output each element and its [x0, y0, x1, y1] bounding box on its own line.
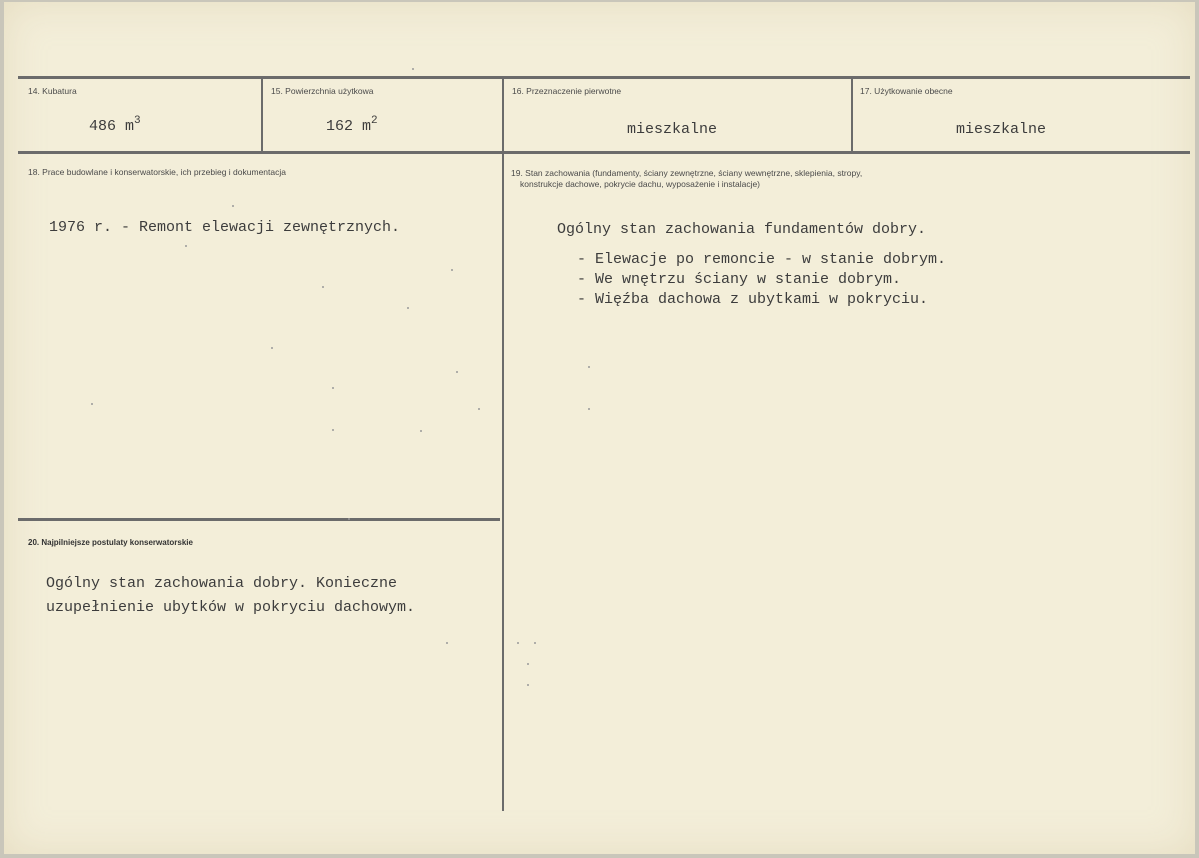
- paper-speck: [91, 403, 93, 405]
- field-16-label: 16. Przeznaczenie pierwotne: [512, 86, 622, 96]
- divider-14-15: [261, 78, 263, 152]
- left-section-rule: [18, 518, 500, 521]
- paper-speck: [517, 642, 519, 644]
- paper-speck: [456, 371, 458, 373]
- field-14-value: 486 $m^3$: [89, 115, 141, 135]
- paper-speck: [332, 387, 334, 389]
- field-14-label: 14. Kubatura: [28, 86, 77, 96]
- paper-speck: [420, 430, 422, 432]
- paper-speck: [534, 642, 536, 644]
- field-20-line-2: uzupełnienie ubytków w pokryciu dachowym.: [46, 599, 416, 616]
- paper-speck: [478, 408, 480, 410]
- field-20-line-1: Ogólny stan zachowania dobry. Konieczne: [46, 575, 398, 592]
- field-19-line-1: Ogólny stan zachowania fundamentów dobry.: [557, 221, 927, 238]
- paper-speck: [412, 68, 414, 70]
- paper-speck: [588, 366, 590, 368]
- paper-speck: [232, 205, 234, 207]
- divider-16-17: [851, 78, 853, 152]
- paper-speck: [446, 642, 448, 644]
- top-rule: [18, 76, 1190, 79]
- paper-speck: [527, 663, 529, 665]
- paper-speck: [451, 269, 453, 271]
- field-15-value: 162 $m^2$: [326, 115, 378, 135]
- field-20-label: 20. Najpilniejsze postulaty konserwatorskie: [28, 538, 193, 547]
- record-card: [4, 2, 1195, 854]
- field-18-label: 18. Prace budowlane i konserwatorskie, ich przebieg i dokumentacja: [28, 167, 286, 177]
- field-17-value: mieszkalne: [956, 121, 1047, 138]
- paper-speck: [348, 518, 350, 520]
- paper-speck: [322, 286, 324, 288]
- field-18-line-1: 1976 r. - Remont elewacji zewnętrznych.: [49, 219, 401, 236]
- field-19-label-line-1: 19. Stan zachowania (fundamenty, ściany zewnętrzne, ściany wewnętrzne, sklepienia, stropy,: [511, 168, 863, 178]
- field-19-line-2: - Elewacje po remoncie - w stanie dobrym.: [577, 251, 947, 268]
- paper-speck: [271, 347, 273, 349]
- field-19-line-4: - Więźba dachowa z ubytkami w pokryciu.: [577, 291, 929, 308]
- paper-speck: [185, 245, 187, 247]
- divider-15-16: [502, 78, 504, 811]
- row-rule: [18, 151, 1190, 154]
- paper-speck: [332, 429, 334, 431]
- field-19-line-3: - We wnętrzu ściany w stanie dobrym.: [577, 271, 902, 288]
- paper-speck: [407, 307, 409, 309]
- field-17-label: 17. Użytkowanie obecne: [860, 86, 953, 96]
- paper-speck: [588, 408, 590, 410]
- field-15-label: 15. Powierzchnia użytkowa: [271, 86, 374, 96]
- field-16-value: mieszkalne: [627, 121, 718, 138]
- paper-speck: [527, 684, 529, 686]
- field-19-label-line-2: konstrukcje dachowe, pokrycie dachu, wyposażenie i instalacje): [520, 179, 761, 189]
